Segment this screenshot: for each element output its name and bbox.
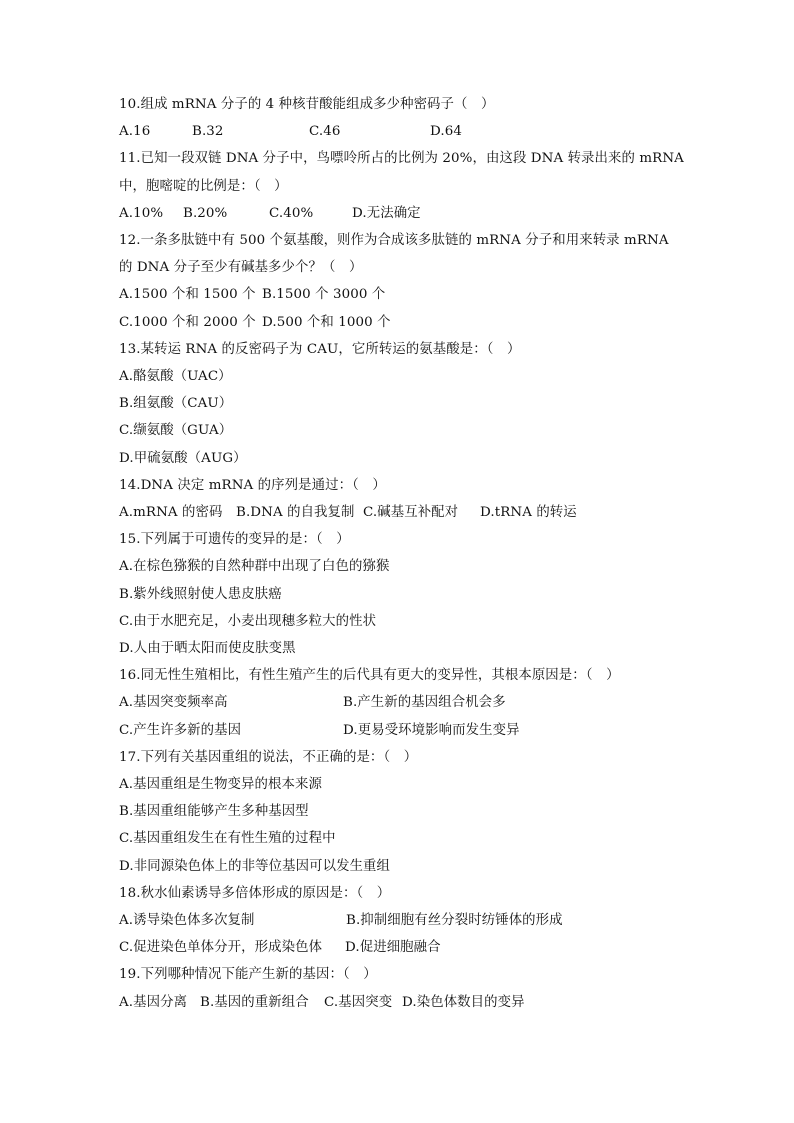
answer-option: A.基因重组是生物变异的根本来源 <box>119 777 322 792</box>
answer-option: C.促进染色单体分开，形成染色体 <box>119 940 323 956</box>
question-stem: 12.一条多肽链中有 500 个氨基酸，则作为合成该多肽链的 mRNA 分子和用来转录 mRNA <box>119 233 669 248</box>
question-stem: 13.某转运 RNA 的反密码子为 CAU，它所转运的氨基酸是：（ ） <box>119 341 521 357</box>
answer-option: C.1000 个和 2000 个 <box>119 314 256 330</box>
answer-option: B.紫外线照射使人患皮肤癌 <box>119 586 282 602</box>
question-stem: 15.下列属于可遗传的变异的是：（ ） <box>119 532 350 548</box>
answer-option: A.基因分离 <box>119 994 188 1010</box>
question-stem: 17.下列有关基因重组的说法，不正确的是：（ ） <box>119 749 418 765</box>
answer-option: C.40% <box>269 205 314 221</box>
question-stem: 19.下列哪种情况下能产生新的基因：（ ） <box>119 967 377 983</box>
answer-option: B.20% <box>183 205 228 221</box>
answer-option: A.10% <box>119 205 164 221</box>
answer-option: B.32 <box>192 124 224 140</box>
answer-option: B.组氨酸（CAU） <box>119 396 233 412</box>
answer-option: D.更易受环境影响而发生变异 <box>343 722 520 738</box>
answer-option: C.缬氨酸（GUA） <box>119 423 233 439</box>
question-stem: 的 DNA 分子至少有碱基多少个？（ ） <box>119 260 363 276</box>
question-stem: 中，胞嘧啶的比例是：（ ） <box>119 178 288 194</box>
answer-option: D.64 <box>430 124 462 140</box>
question-stem: 11.已知一段双链 DNA 分子中，鸟嘌呤所占的比例为 20%，由这段 DNA 转录出来的 mRNA <box>119 151 684 167</box>
answer-option: A.1500 个和 1500 个 <box>119 287 256 303</box>
question-stem: 18.秋水仙素诱导多倍体形成的原因是：（ ） <box>119 885 391 901</box>
answer-option: A.mRNA 的密码 <box>119 505 223 520</box>
answer-option: B.基因的重新组合 <box>200 994 309 1010</box>
answer-option: A.16 <box>119 124 151 140</box>
answer-option: B.产生新的基因组合机会多 <box>343 695 506 711</box>
answer-option: D.促进细胞融合 <box>345 940 441 956</box>
answer-option: C.由于水肥充足，小麦出现穗多粒大的性状 <box>119 613 377 629</box>
answer-option: A.基因突变频率高 <box>119 695 228 711</box>
answer-option: B.抑制细胞有丝分裂时纺锤体的形成 <box>346 913 563 928</box>
answer-option: A.酪氨酸（UAC） <box>119 369 232 384</box>
answer-option: C.46 <box>309 124 341 140</box>
answer-option: D.甲硫氨酸（AUG） <box>119 450 247 466</box>
answer-option: C.基因重组发生在有性生殖的过程中 <box>119 831 336 847</box>
answer-option: B.DNA 的自我复制 <box>236 505 355 520</box>
answer-option: D.无法确定 <box>352 205 421 221</box>
answer-option: B.基因重组能够产生多种基因型 <box>119 804 309 820</box>
question-stem: 14.DNA 决定 mRNA 的序列是通过：（ ） <box>119 477 386 493</box>
answer-option: B.1500 个 3000 个 <box>262 287 386 303</box>
answer-option: C.产生许多新的基因 <box>119 722 242 738</box>
answer-option: A.诱导染色体多次复制 <box>119 913 255 928</box>
answer-option: D.人由于晒太阳而使皮肤变黑 <box>119 641 296 656</box>
answer-option: A.在棕色猕猴的自然种群中出现了白色的猕猴 <box>119 559 390 575</box>
answer-option: D.非同源染色体上的非等位基因可以发生重组 <box>119 858 391 874</box>
answer-option: D.500 个和 1000 个 <box>262 314 391 330</box>
answer-option: C.碱基互补配对 <box>363 505 459 520</box>
answer-option: D.染色体数目的变异 <box>402 994 525 1010</box>
question-stem: 16.同无性生殖相比，有性生殖产生的后代具有更大的变异性，其根本原因是：（ ） <box>119 668 620 684</box>
answer-option: D.tRNA 的转运 <box>480 505 577 520</box>
question-stem: 10.组成 mRNA 分子的 4 种核苷酸能组成多少种密码子（ ） <box>119 97 495 112</box>
answer-option: C.基因突变 <box>324 994 393 1010</box>
